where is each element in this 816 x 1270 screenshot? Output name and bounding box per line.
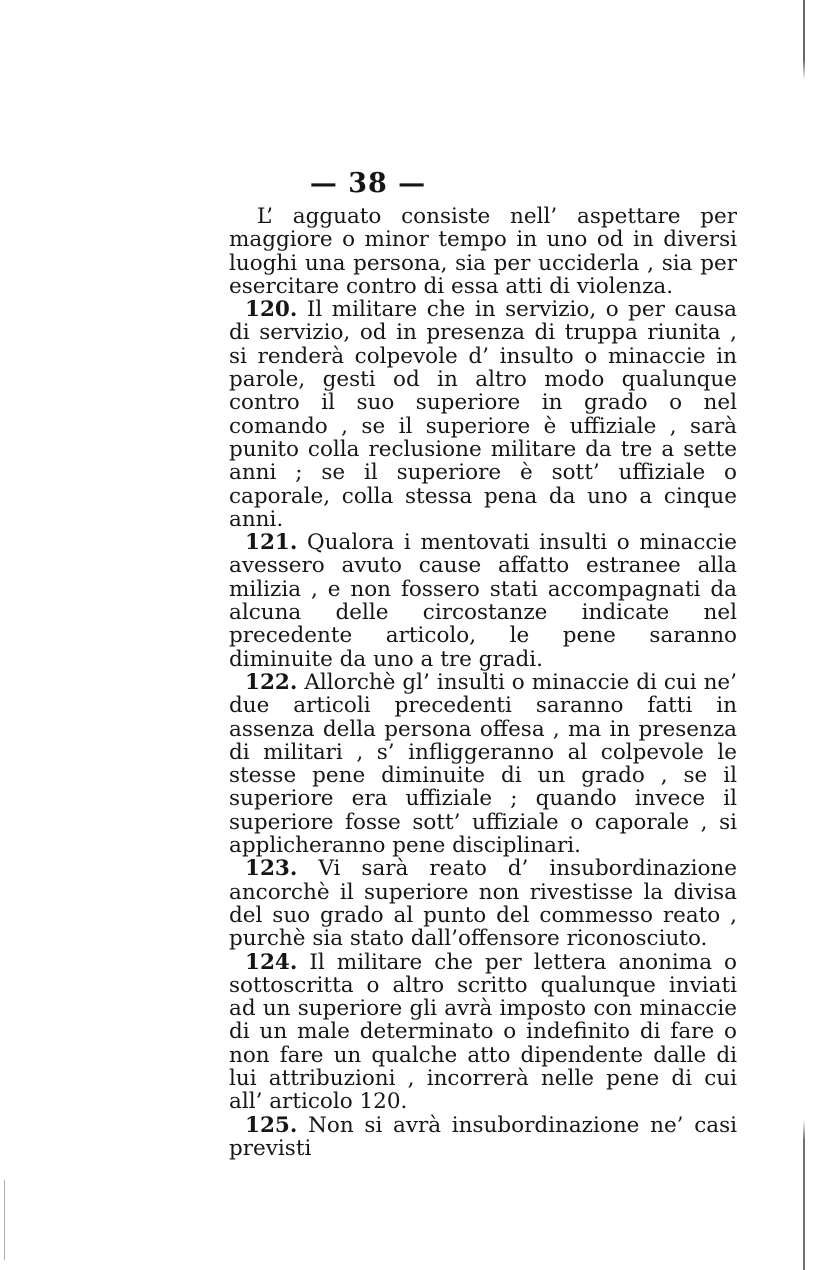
article-text: Qualora i mentovati insulti o minaccie avessero avuto cause affatto estranee alla milizia , e non fossero stati accompagnati da alcuna delle circostanze indicate nel precedente articolo, le pene saranno diminuite da uno a tre gradi.	[229, 530, 738, 672]
paragraph-agguato	[229, 205, 737, 298]
scan-border-left	[4, 1180, 5, 1260]
article-number: 123.	[245, 856, 298, 882]
article-122	[229, 671, 737, 857]
article-123	[229, 857, 737, 950]
article-text: Il militare che in servizio, o per causa di servizio, od in presenza di truppa riunita , si renderà colpevole d’ insulto o minaccie in parole, gesti od in altro modo qualunque contro il suo superiore in grado o nel comando , se il superiore è uffiziale , sarà punito colla reclusione militare da tre a sette anni ; se il superiore è sott’ uffiziale o caporale, colla stessa pena da uno a cinque anni.	[229, 297, 738, 532]
article-text: Il militare che per lettera anonima o sottoscritta o altro scritto qualunque inviati ad un superiore gli avrà imposto con minaccie di un male determinato o indefinito di fare o non fare un qualche atto dipendente dalle di lui attribuzioni , incorrerà nelle pene di cui all’ articolo 120.	[229, 949, 737, 1115]
paragraph-text: L’ agguato consiste nell’ aspettare per maggiore o minor tempo in uno od in diversi luoghi una persona, sia per ucciderla , sia per esercitare contro di essa atti di violenza.	[229, 204, 737, 299]
article-125	[229, 1114, 737, 1161]
body-text	[229, 205, 737, 1160]
article-text: Non si avrà insubordinazione ne’ casi previsti	[229, 1112, 737, 1161]
page-number: — 38 —	[309, 168, 427, 199]
article-121	[229, 531, 737, 671]
scan-border-right	[803, 0, 805, 1270]
article-number: 120.	[245, 297, 298, 323]
article-text: Allorchè gl’ insulti o minaccie di cui ne’ due articoli precedenti saranno fatti in assenza della persona offesa , ma in presenza di militari , s’ infliggeranno al colpevole le stesse pene diminuite di un grado , se il superiore era uffiziale ; quando invece il superiore fosse sott’ uffiziale o caporale , si applicheranno pene disciplinari.	[229, 669, 737, 859]
article-number: 122.	[245, 669, 298, 695]
article-number: 125.	[245, 1112, 298, 1138]
article-120	[229, 298, 737, 531]
article-124	[229, 951, 737, 1114]
article-number: 121.	[245, 530, 298, 556]
article-text: Vi sarà reato d’ insubordinazione ancorchè il superiore non rivestisse la divisa del suo grado al punto del commesso reato , purchè sia stato dall’offensore riconosciuto.	[229, 856, 737, 952]
article-number: 124.	[245, 949, 298, 975]
